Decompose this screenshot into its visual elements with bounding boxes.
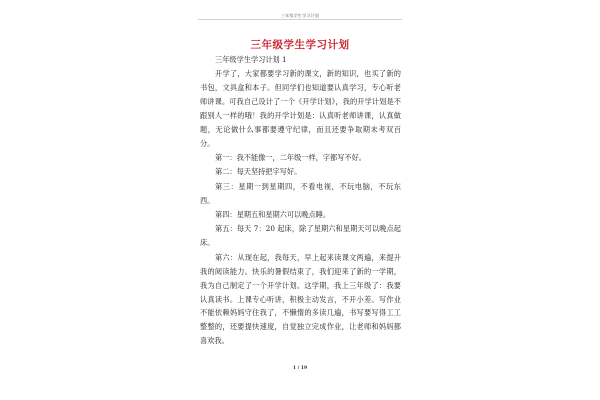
document-body [200,53,401,348]
section-subtitle: 三年级学生学习计划 1 [215,55,287,64]
paragraph-intro: 开学了，大家都要学习新的课文，新的知识，也买了新的书包，文具盒和本子。但同学们也知道要认真学习，专心听老师讲课。可我自己设计了一个《开学计划》，我的开学计划是不跟别人一样的哦！我的开学计划是：认真听老师讲课，认真做题，无论做什么事都要遵守纪律，而且还要争取期末考双百分。 [200,69,401,148]
paragraph-item-5: 第五：每天 7：20 起床，除了星期六和星期天可以晚点起床。 [200,224,401,248]
paragraph-item-1: 第一：我不能像一，二年级一样，字都写不好。 [215,152,366,162]
paragraph-item-6: 第六：从现在起，我每天，早上起来读课文两遍，来提升我的阅读能力。快乐的暑假结束了，我们迎来了新的一学期，我为自己制定了一个开学计划。这学期，我上三年级了：我要认真读书。上课专心听讲，积极主动发言，不开小差。写作业不能依赖妈妈守住我了，不懒惰的多读几遍，书写要写得工工整整的，还要提快速度，自觉独立完成作业，让老师和妈妈都喜欢我。 [200,252,401,346]
paragraph-item-3: 第三：星期一到星期四，不看电视，不玩电脑，不玩东西。 [200,181,401,205]
header-divider [198,19,402,20]
document-title: 三年级学生学习计划 [250,39,350,51]
page-number: 1 / 19 [292,366,308,371]
paragraph-item-2: 第二：每天坚持把字写好。 [215,167,302,177]
running-header: 三年级学生学习计划 [281,13,319,18]
paragraph-item-4: 第四：星期五和星期六可以晚点睡。 [215,210,331,220]
